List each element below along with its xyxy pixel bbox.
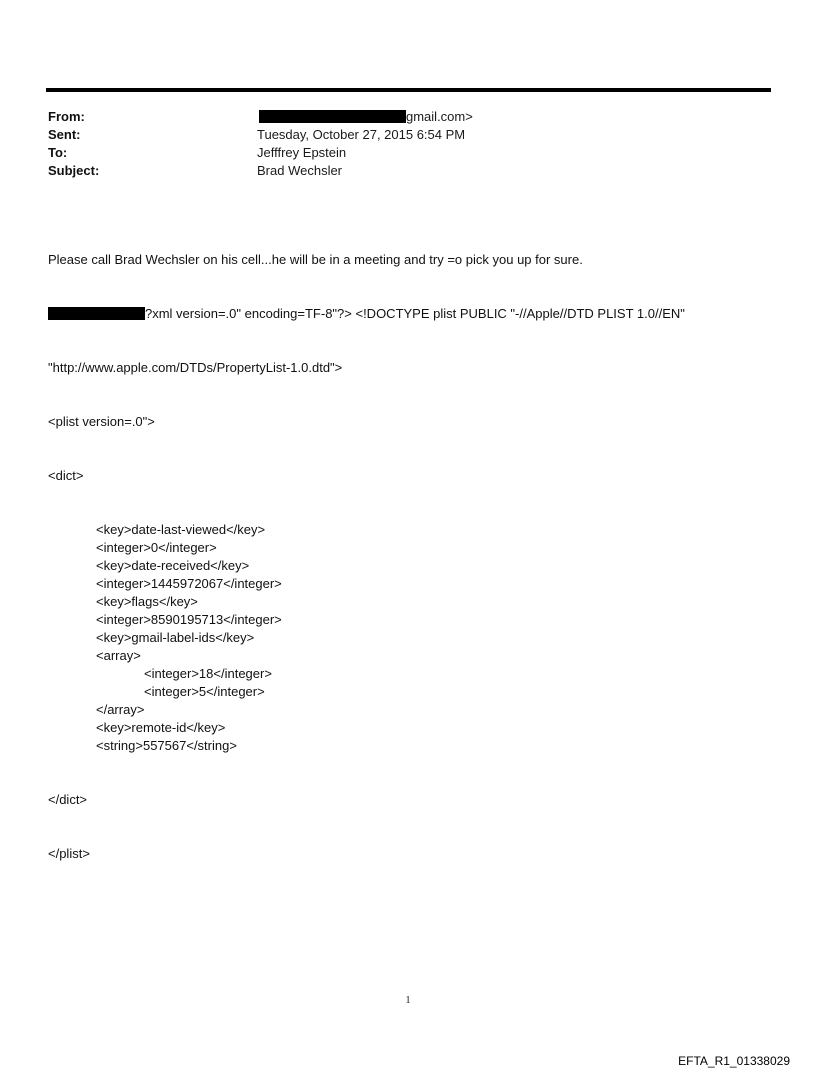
plist-entries [48, 521, 778, 755]
plist-line: <key>date-received</key> [96, 558, 250, 573]
plist-line: <integer>8590195713</integer> [96, 612, 282, 627]
plist-close: </plist> [48, 846, 90, 861]
dtd-url: "http://www.apple.com/DTDs/PropertyList-1.0.dtd"> [48, 360, 343, 375]
xml-declaration-line [48, 305, 778, 323]
plist-line: <integer>18</integer> [144, 666, 272, 681]
to-label: To: [48, 145, 68, 160]
xml-declaration: ?xml version=.0" encoding=TF-8"?> <!DOCTYPE plist PUBLIC "-//Apple//DTD PLIST 1.0//EN" [145, 306, 685, 321]
plist-open: <plist version=.0"> [48, 414, 155, 429]
from-row [48, 108, 748, 126]
subject-row [48, 162, 748, 180]
sent-row [48, 126, 748, 144]
plist-line: <integer>5</integer> [144, 684, 265, 699]
to-row [48, 144, 748, 162]
plist-line: <string>557567</string> [96, 738, 237, 753]
plist-line: <array> [96, 648, 141, 663]
redaction-block [48, 307, 145, 320]
dict-close: </dict> [48, 792, 88, 807]
subject-value: Brad Wechsler [257, 163, 343, 178]
email-body [48, 215, 778, 881]
from-label: From: [48, 109, 85, 124]
subject-label: Subject: [48, 163, 100, 178]
to-value: Jefffrey Epstein [257, 145, 347, 160]
page-number: 1 [405, 995, 411, 1006]
sent-label: Sent: [48, 127, 81, 142]
redaction-block [259, 110, 406, 123]
plist-line: <integer>1445972067</integer> [96, 576, 282, 591]
dict-open: <dict> [48, 468, 84, 483]
plist-line: <key>date-last-viewed</key> [96, 522, 266, 537]
from-value [257, 108, 473, 126]
document-id: EFTA_R1_01338029 [678, 1054, 790, 1068]
plist-line: <key>gmail-label-ids</key> [96, 630, 255, 645]
header-rule [46, 88, 771, 92]
sent-value: Tuesday, October 27, 2015 6:54 PM [257, 127, 466, 142]
email-header [48, 108, 748, 180]
plist-line: <integer>0</integer> [96, 540, 217, 555]
from-value-text: gmail.com> [406, 109, 473, 124]
plist-line: <key>flags</key> [96, 594, 198, 609]
plist-line: </array> [96, 702, 145, 717]
plist-line: <key>remote-id</key> [96, 720, 226, 735]
body-message: Please call Brad Wechsler on his cell...he will be in a meeting and try =o pick you up for sure. [48, 252, 583, 267]
